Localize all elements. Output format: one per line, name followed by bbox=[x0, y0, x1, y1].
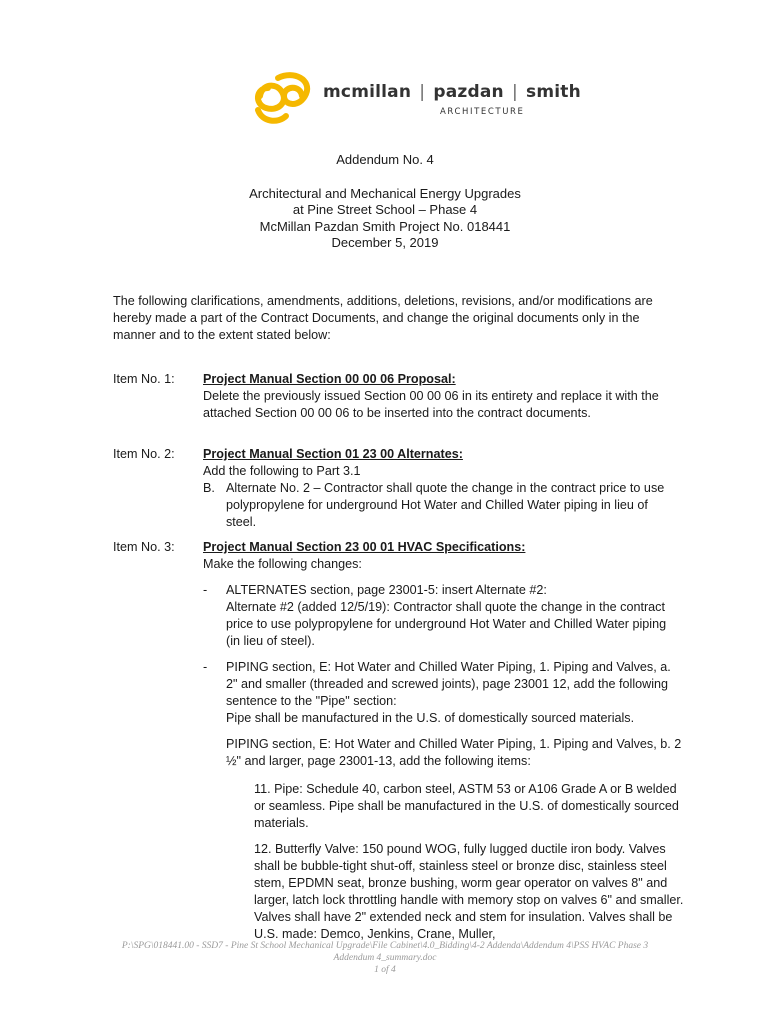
firm-name-part3: smith bbox=[526, 82, 581, 102]
change-alternates bbox=[203, 582, 683, 650]
item-text: Add the following to Part 3.1 bbox=[203, 464, 361, 478]
list-dash: - bbox=[203, 660, 208, 674]
item-body bbox=[203, 446, 678, 531]
project-title-line1: Architectural and Mechanical Energy Upgrades bbox=[249, 185, 521, 201]
page-number: 1 of 4 bbox=[374, 965, 396, 975]
spec-item-12: 12. Butterfly Valve: 150 pound WOG, fully lugged ductile iron body. Valves shall be bubble-tight shut-off, stainless steel or bronze disc, stainless steel stem, EPDMN seat, bronze bushing, worm gear operator on valves 8" and larger, latch lock throttling handle with memory stop on valves 6" and smaller. Valves shall have 2" extended neck and stem for insulation. Valves shall be U.S. made: Demco, Jenkins, Crane, Muller, bbox=[254, 842, 684, 941]
firm-name-separator: | bbox=[419, 82, 426, 102]
change-text: PIPING section, E: Hot Water and Chilled Water Piping, 1. Piping and Valves, a. 2" and smaller (threaded and screwed joints), page 23001 12, add the following sentence to the "Pipe" section: bbox=[226, 660, 671, 708]
item-text: Delete the previously issued Section 00 00 06 in its entirety and replace it with the attached Section 00 00 06 to be inserted into the contract documents. bbox=[203, 389, 659, 420]
firm-name-part2: pazdan bbox=[433, 82, 504, 102]
firm-tagline: ARCHITECTURE bbox=[440, 107, 525, 117]
item-title: Project Manual Section 23 00 01 HVAC Specifications: bbox=[203, 540, 526, 554]
item-body bbox=[203, 371, 678, 422]
swirl-logo-icon bbox=[248, 66, 320, 126]
firm-name-part1: mcmillan bbox=[323, 82, 412, 102]
document-date: December 5, 2019 bbox=[331, 235, 439, 250]
item-title: Project Manual Section 00 00 06 Proposal: bbox=[203, 372, 456, 386]
subsection-label: B. bbox=[203, 481, 215, 495]
subsection-text: Alternate No. 2 – Contractor shall quote the change in the contract price to use polypropylene for underground Hot Water and Chilled Water piping in lieu of steel. bbox=[226, 481, 665, 529]
change-heading: ALTERNATES section, page 23001-5: insert Alternate #2: bbox=[226, 583, 547, 597]
firm-name bbox=[323, 82, 581, 102]
list-dash: - bbox=[203, 583, 208, 597]
document-header bbox=[0, 152, 770, 252]
spec-item-11: 11. Pipe: Schedule 40, carbon steel, ASTM 53 or A106 Grade A or B welded or seamless. Pipe shall be manufactured in the U.S. of domestically sourced materials. bbox=[254, 782, 679, 830]
item-body bbox=[203, 539, 678, 573]
item-title: Project Manual Section 01 23 00 Alternates: bbox=[203, 447, 463, 461]
item-subsection bbox=[203, 480, 678, 531]
change-text: Alternate #2 (added 12/5/19): Contractor shall quote the change in the contract price to use polypropylene for underground Hot Water and Chilled Water piping (in lieu of steel). bbox=[226, 600, 667, 648]
file-path-line2: Addendum 4_summary.doc bbox=[333, 953, 437, 963]
addendum-number: Addendum No. 4 bbox=[336, 152, 434, 167]
document-footer bbox=[0, 940, 770, 976]
item-label: Item No. 1: bbox=[113, 372, 175, 386]
change-piping-b: PIPING section, E: Hot Water and Chilled Water Piping, 1. Piping and Valves, b. 2 ½" and larger, page 23001-13, add the following items: bbox=[226, 737, 682, 768]
item-text: Make the following changes: bbox=[203, 557, 362, 571]
project-number: McMillan Pazdan Smith Project No. 018441 bbox=[259, 218, 511, 234]
file-path-line1: P:\SPG\018441.00 - SSD7 - Pine St School Mechanical Upgrade\File Cabinet\4.0_Bidding\4-2 Addenda\Addendum 4\PSS HVAC Phase 3 bbox=[121, 941, 649, 951]
project-title-line2: at Pine Street School – Phase 4 bbox=[292, 202, 478, 217]
firm-logo bbox=[248, 66, 581, 126]
item-label: Item No. 3: bbox=[113, 540, 175, 554]
item-label: Item No. 2: bbox=[113, 447, 175, 461]
change-piping-a bbox=[203, 659, 683, 727]
intro-paragraph: The following clarifications, amendments, additions, deletions, revisions, and/or modifications are hereby made a part of the Contract Documents, and change the original documents only in the manner and to the extent stated below: bbox=[113, 294, 653, 342]
change-sentence: Pipe shall be manufactured in the U.S. of domestically sourced materials. bbox=[226, 711, 635, 725]
firm-name-separator: | bbox=[511, 82, 518, 102]
